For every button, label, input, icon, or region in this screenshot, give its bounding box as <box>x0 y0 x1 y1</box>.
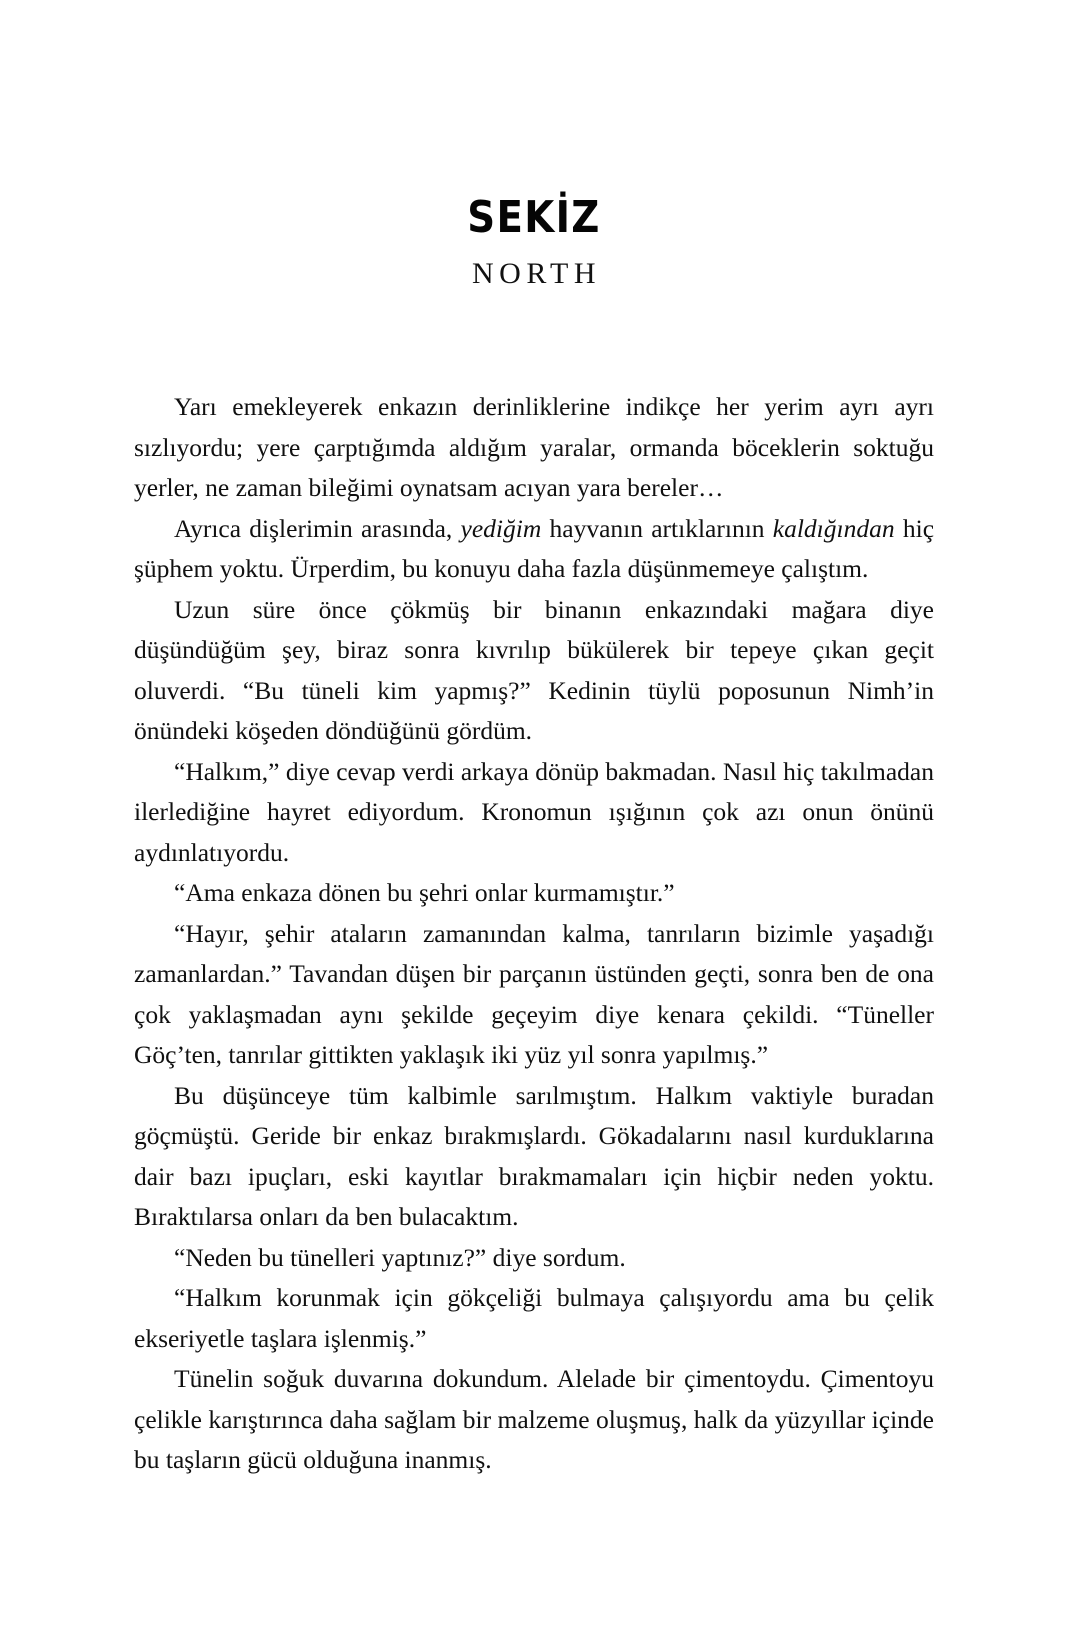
paragraph-3: Uzun süre önce çökmüş bir binanın enkazındaki mağara diye düşündüğüm şey, biraz sonra kıvrılıp bükülerek bir tepeye çıkan geçit oluverdi. “Bu tüneli kim yapmış?” Kedinin tüylü poposunun Nimh’in önündeki köşeden döndüğünü gördüm. <box>134 594 934 745</box>
paragraph-8: “Neden bu tünelleri yaptınız?” diye sordum. <box>174 1242 626 1272</box>
paragraph-6: “Hayır, şehir ataların zamanından kalma, tanrıların bizimle yaşadığı zamanlardan.” Tavandan düşen bir parçanın üstünden geçti, sonra ben de ona çok yaklaşmadan aynı şekilde geçeyim diye kenara çekildi. “Tüneller Göç’ten, tanrılar gittikten yaklaşık iki yüz yıl sonra yapılmış.” <box>134 918 934 1069</box>
chapter-heading <box>134 192 934 291</box>
paragraph-4: “Halkım,” diye cevap verdi arkaya dönüp bakmadan. Nasıl hiç takılmadan ilerlediğine hayret ediyordum. Kronomun ışığının çok azı onun önünü aydınlatıyordu. <box>134 756 934 867</box>
paragraph-2-part-1: Ayrıca dişlerimin arasında, <box>174 513 461 543</box>
body-text <box>134 387 934 1481</box>
paragraph-5: “Ama enkaza dönen bu şehri onlar kurmamıştır.” <box>174 878 675 907</box>
paragraph-9: “Halkım korunmak için gökçeliği bulmaya çalışıyordu ama bu çelik ekseriyetle taşlara işlenmiş.” <box>134 1283 934 1353</box>
paragraph-10: Tünelin soğuk duvarına dokundum. Alelade bir çimentoydu. Çimentoyu çelikle karıştırınca daha sağlam bir malzeme oluşmuş, halk da yüzyıllar içinde bu taşların gücü olduğuna inanmış. <box>134 1364 934 1474</box>
paragraph-2-italic-1: yediğim <box>460 513 542 543</box>
paragraph-7: Bu düşünceye tüm kalbimle sarılmıştım. Halkım vaktiyle buradan göçmüştü. Geride bir enkaz bırakmışlardı. Gökadalarını nasıl kurduklarına dair bazı ipuçları, eski kayıtlar bırakmamaları için hiçbir neden yoktu. Bıraktılarsa onları da ben bulacaktım. <box>134 1080 934 1231</box>
paragraph-2-italic-2: kaldığından <box>772 513 895 543</box>
page-content <box>134 0 934 1481</box>
chapter-title: NORTH <box>471 257 602 290</box>
chapter-number: SEKİZ <box>467 192 601 243</box>
paragraph-2 <box>134 509 934 590</box>
paragraph-1: Yarı emekleyerek enkazın derinliklerine indikçe her yerim ayrı ayrı sızlıyordu; yere çarptığımda aldığım yaralar, ormanda böceklerin soktuğu yerler, ne zaman bileğimi oynatsam acıyan yara bereler… <box>134 392 934 502</box>
paragraph-2-part-3: hiç şüphem yoktu. Ürperdim, bu konuyu daha fazla düşünmemeye çalıştım. <box>134 513 935 583</box>
paragraph-2-part-2: hayvanın artıklarının <box>541 513 773 543</box>
